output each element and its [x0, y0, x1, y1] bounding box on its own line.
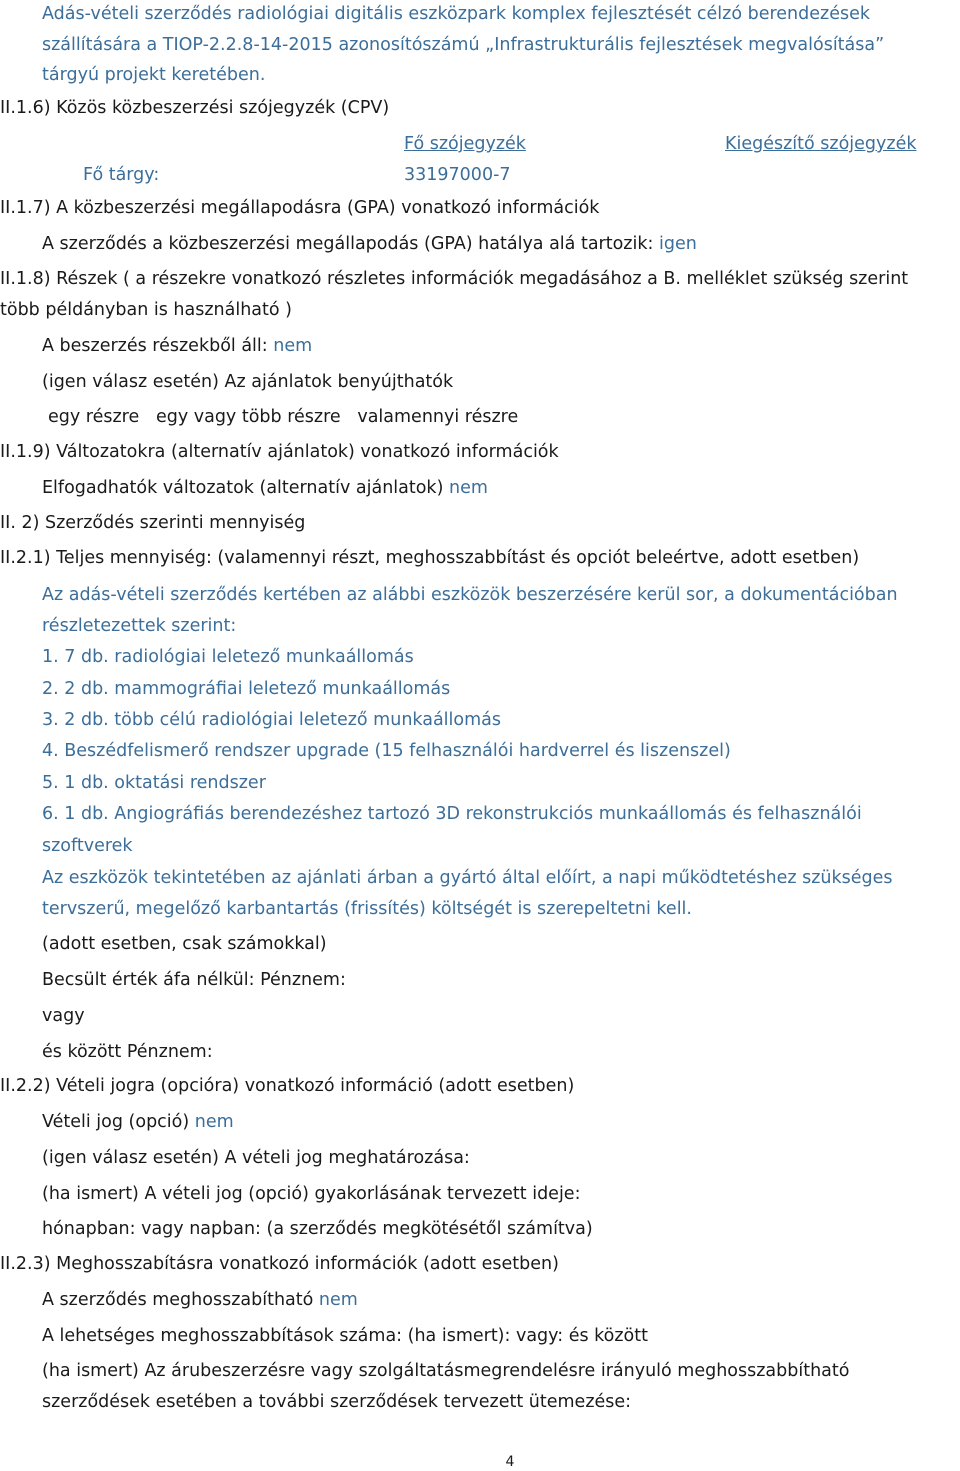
gpa-text: A szerződés a közbeszerzési megállapodás (GPA) hatálya alá tartozik: [42, 234, 654, 254]
cpv-main-header: Fő szójegyzék [404, 134, 526, 154]
quantity-desc-1: Az adás-vételi szerződés kertében az alábbi eszközök beszerzésére kerül sor, a dokumentációban [42, 585, 898, 605]
cpv-row-value: 33197000-7 [404, 165, 511, 185]
list-item: 3. 2 db. több célú radiológiai leletező munkaállomás [42, 710, 501, 730]
intro-line-2: szállítására a TIOP-2.2.8-14-2015 azonosítószámú „Infrastrukturális fejlesztések megvalósítása” [42, 35, 885, 55]
section-223-heading: II.2.3) Meghosszabításra vonatkozó információk (adott esetben) [0, 1254, 559, 1274]
list-item-continuation: szoftverek [42, 836, 133, 856]
section-118-heading-1: II.1.8) Részek ( a részekre vonatkozó részletes információk megadásához a B. melléklet szükség szerint [0, 269, 909, 289]
between-currency: és között Pénznem: [42, 1042, 213, 1062]
gpa-answer: igen [658, 234, 697, 254]
extension-schedule-1: (ha ismert) Az árubeszerzésre vagy szolgáltatásmegrendelésre irányuló meghosszabbítható [42, 1361, 850, 1381]
parts-line [42, 335, 312, 357]
option-text: Vételi jog (opció) [42, 1112, 190, 1132]
variants-text: Elfogadhatók változatok (alternatív ajánlatok) [42, 478, 444, 498]
section-2-heading: II. 2) Szerződés szerinti mennyiség [0, 513, 306, 533]
cpv-row-label: Fő tárgy: [83, 165, 160, 185]
maintenance-note-2: tervszerű, megelőző karbantartás (frissítés) költségét is szerepeltetni kell. [42, 899, 692, 919]
intro-line-1: Adás-vételi szerződés radiológiai digitális eszközpark komplex fejlesztését célzó berendezések [42, 4, 870, 24]
parts-text: A beszerzés részekből áll: [42, 336, 268, 356]
section-221-heading: II.2.1) Teljes mennyiség: (valamennyi részt, meghosszabbítást és opciót beleértve, adott esetben) [0, 548, 860, 568]
section-222-heading: II.2.2) Vételi jogra (opcióra) vonatkozó információ (adott esetben) [0, 1076, 575, 1096]
list-item: 6. 1 db. Angiográfiás berendezéshez tartozó 3D rekonstrukciós munkaállomás és felhasználói [42, 804, 862, 824]
option-months: hónapban: vagy napban: (a szerződés megkötésétől számítva) [42, 1219, 593, 1239]
parts-options: egy részre egy vagy több részre valamennyi részre [48, 407, 519, 427]
maintenance-note-1: Az eszközök tekintetében az ajánlati árban a gyártó által előírt, a napi működtetéshez szükséges [42, 868, 893, 888]
list-item: 2. 2 db. mammográfiai leletező munkaállomás [42, 679, 451, 699]
extension-answer: nem [318, 1290, 358, 1310]
option-if-yes: (igen válasz esetén) A vételi jog meghatározása: [42, 1148, 470, 1168]
option-line [42, 1111, 234, 1133]
page-number: 4 [505, 1454, 515, 1470]
option-planned-time: (ha ismert) A vételi jog (opció) gyakorlásának tervezett ideje: [42, 1184, 581, 1204]
extension-schedule-2: szerződések esetében a további szerződések tervezett ütemezése: [42, 1392, 632, 1412]
list-item: 4. Beszédfelismerő rendszer upgrade (15 felhasználói hardverrel és liszenszel) [42, 741, 731, 761]
section-118-heading-2: több példányban is használható ) [0, 300, 292, 320]
section-119-heading: II.1.9) Változatokra (alternatív ajánlatok) vonatkozó információk [0, 442, 559, 462]
section-117-heading: II.1.7) A közbeszerzési megállapodásra (GPA) vonatkozó információk [0, 198, 600, 218]
section-116-heading: II.1.6) Közös közbeszerzési szójegyzék (CPV) [0, 98, 390, 118]
option-answer: nem [194, 1112, 234, 1132]
parts-if-yes: (igen válasz esetén) Az ajánlatok benyújthatók [42, 372, 454, 392]
numbers-only-note: (adott esetben, csak számokkal) [42, 934, 327, 954]
list-item: 5. 1 db. oktatási rendszer [42, 773, 266, 793]
intro-line-3: tárgyú projekt keretében. [42, 65, 266, 85]
extension-count: A lehetséges meghosszabbítások száma: (ha ismert): vagy: és között [42, 1326, 648, 1346]
gpa-line [42, 233, 697, 255]
cpv-extra-header: Kiegészítő szójegyzék [725, 134, 917, 154]
quantity-desc-2: részletezettek szerint: [42, 616, 237, 636]
list-item: 1. 7 db. radiológiai leletező munkaállomás [42, 647, 414, 667]
variants-answer: nem [448, 478, 488, 498]
estimated-value: Becsült érték áfa nélkül: Pénznem: [42, 970, 346, 990]
parts-answer: nem [273, 336, 313, 356]
extension-line [42, 1289, 358, 1311]
variants-line [42, 477, 488, 499]
extension-text: A szerződés meghosszabítható [42, 1290, 314, 1310]
or-label: vagy [42, 1006, 85, 1026]
